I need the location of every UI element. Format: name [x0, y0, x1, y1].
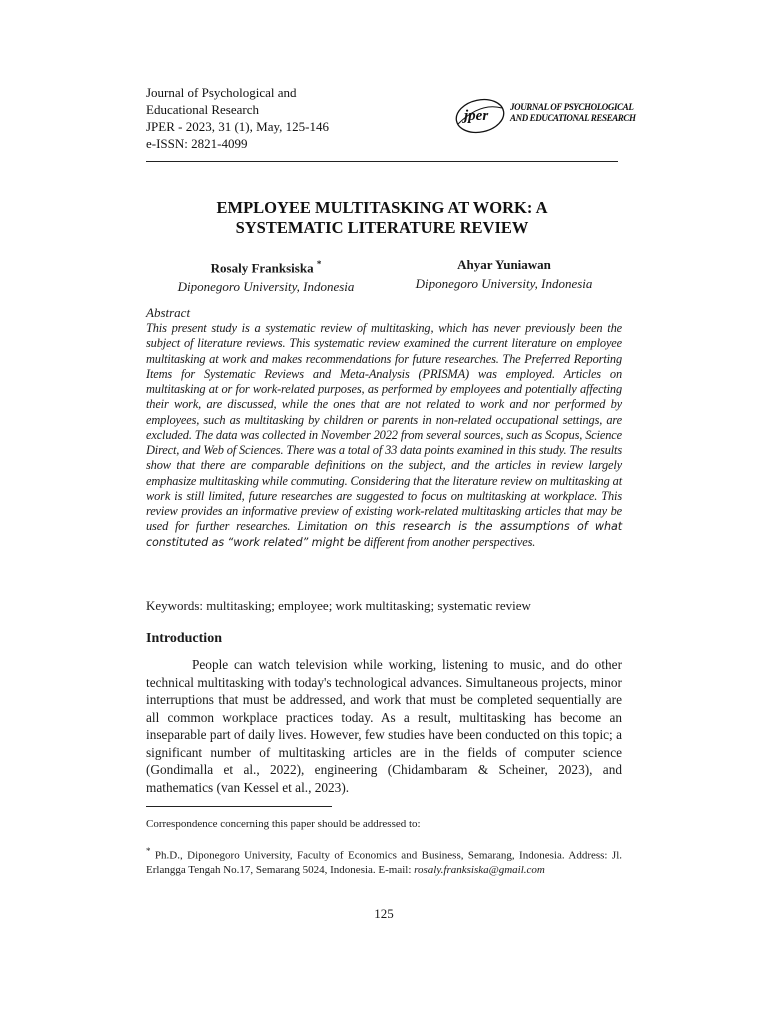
author-name: Rosaly Franksiska	[210, 260, 314, 276]
header-divider	[146, 161, 618, 162]
author-footnote-marker: *	[316, 259, 322, 269]
abstract-body	[146, 321, 622, 550]
title-line1: EMPLOYEE MULTITASKING AT WORK: A	[216, 198, 548, 217]
journal-citation: JPER - 2023, 31 (1), May, 125-146	[146, 119, 329, 134]
journal-issn: e-ISSN: 2821-4099	[146, 136, 248, 151]
author-block-2	[388, 255, 620, 293]
footnote-address-text: Ph.D., Diponegoro University, Faculty of Economics and Business, Semarang, Indonesia. Address: Jl. Erlangga Tengah No.17, Semarang 5024, Indonesia. E-mail:	[146, 849, 622, 876]
logo-text-line2: AND EDUCATIONAL RESEARCH	[510, 113, 636, 123]
logo-text	[510, 102, 636, 124]
author-block-1	[150, 255, 382, 296]
journal-name-line1: Journal of Psychological and	[146, 85, 297, 100]
journal-info	[146, 84, 329, 152]
footnote-correspondence: Correspondence concerning this paper should be addressed to:	[146, 818, 421, 830]
section-heading-introduction: Introduction	[146, 631, 222, 646]
author-name-row	[150, 255, 382, 277]
author-affiliation: Diponegoro University, Indonesia	[415, 276, 593, 291]
abstract-text-end: different from another perspectives.	[363, 534, 536, 549]
paper-title	[146, 198, 618, 238]
title-line2: SYSTEMATIC LITERATURE REVIEW	[235, 218, 529, 237]
abstract-text-main: This present study is a systematic review of multitasking, which has never previously been the subject of literature reviews. This systematic review examined the current literature on employee multitasking at work and makes recommendations for future researches. The Preferred Reporting Items for Systematic Reviews and Meta-Analysis (PRISMA) was employed. Articles on multitasking at or for work-related purposes, as performed by employees and potentially affecting their work, are discussed, while the ones that are not related to work and nor performed by employees, such as multitasking by children or parents in non-related occupational settings, are excluded. The data was collected in November 2022 from several sources, such as Scopus, Science Direct, and Web of Sciences. There was a total of 33 data points examined in this study. The results show that there are comparable definitions on the subject, and the articles in review largely emphasize multitasking while commuting. Considering that the literature review on multitasking at work is still limited, future researches are suggested to focus on multitasking at workplace. This review provides an informative preview of existing work-related multitasking articles that may be used for further researches. Limitation	[146, 321, 622, 534]
footnote-marker: *	[146, 846, 151, 856]
author-name: Ahyar Yuniawan	[457, 257, 551, 272]
footnote-divider	[146, 806, 332, 807]
page-number: 125	[374, 906, 394, 921]
journal-logo	[452, 94, 636, 138]
introduction-paragraph: People can watch television while working, listening to music, and do other technical multitasking with today's technological advances. Simultaneous projects, minor interruptions that must be addressed, and work that must be completed sequentially are all common workplace practices today. As a result, multitasking has become an inseparable part of daily lives. However, few studies have been conducted on this topic; a significant number of multitasking articles are in the fields of computer science (Gondimalla et al., 2022), engineering (Chidambaram & Scheiner, 2023), and mathematics (van Kessel et al., 2023).	[146, 657, 622, 795]
footnote-address	[146, 844, 622, 877]
abstract-text-alt: on this research is the assumptions of what constituted as “work related” might be	[146, 520, 622, 549]
logo-text-line1: JOURNAL OF PSYCHOLOGICAL	[510, 102, 634, 112]
logo-mark-text: jper	[464, 108, 489, 124]
abstract-heading: Abstract	[146, 305, 191, 320]
keywords: Keywords: multitasking; employee; work multitasking; systematic review	[146, 598, 531, 613]
author-affiliation: Diponegoro University, Indonesia	[177, 279, 355, 295]
journal-name-line2: Educational Research	[146, 102, 259, 117]
footnote-email: rosaly.franksiska@gmail.com	[414, 863, 545, 876]
